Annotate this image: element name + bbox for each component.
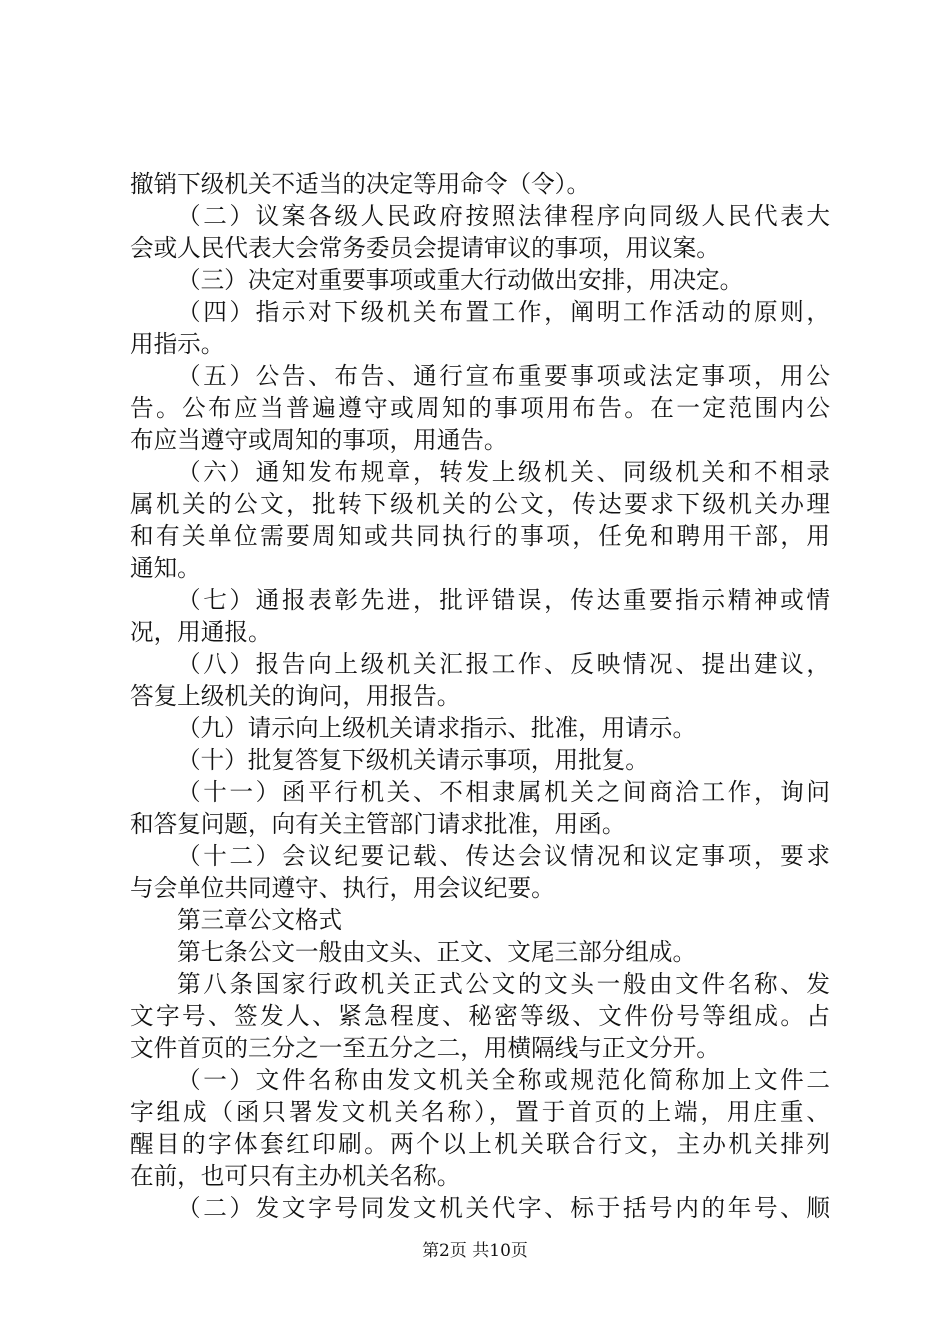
text-line: 字组成（函只署发文机关名称），置于首页的上端，用庄重、 — [130, 1098, 830, 1126]
document-body — [130, 168, 830, 1224]
text-line: 答复上级机关的询问，用报告。 — [130, 682, 461, 710]
text-line: 文字号、签发人、紧急程度、秘密等级、文件份号等组成。占 — [130, 1002, 830, 1030]
text-line: 第三章公文格式 — [177, 906, 343, 934]
text-line: 属机关的公文，批转下级机关的公文，传达要求下级机关办理 — [130, 490, 830, 518]
text-line: 在前，也可只有主办机关名称。 — [130, 1162, 461, 1190]
text-line: （十）批复答复下级机关请示事项，用批复。 — [177, 746, 649, 774]
text-line: 通知。 — [130, 554, 201, 582]
text-line: （九）请示向上级机关请求指示、批准，用请示。 — [177, 714, 697, 742]
text-line: （八）报告向上级机关汇报工作、反映情况、提出建议， — [177, 650, 830, 678]
text-line: （三）决定对重要事项或重大行动做出安排，用决定。 — [177, 266, 744, 294]
text-line: （七）通报表彰先进，批评错误，传达重要指示精神或情 — [177, 586, 830, 614]
text-line: （五）公告、布告、通行宣布重要事项或法定事项，用公 — [177, 362, 830, 390]
text-line: 和答复问题，向有关主管部门请求批准，用函。 — [130, 810, 626, 838]
text-line: （十一）函平行机关、不相隶属机关之间商洽工作，询问 — [177, 778, 830, 806]
text-line: （一）文件名称由发文机关全称或规范化简称加上文件二 — [177, 1066, 830, 1094]
text-line: 第七条公文一般由文头、正文、文尾三部分组成。 — [177, 938, 697, 966]
text-line: （十二）会议纪要记载、传达会议情况和议定事项，要求 — [177, 842, 830, 870]
text-line: 会或人民代表大会常务委员会提请审议的事项，用议案。 — [130, 234, 720, 262]
text-line: 用指示。 — [130, 330, 225, 358]
text-line: （六）通知发布规章，转发上级机关、同级机关和不相录 — [177, 458, 830, 486]
text-line: （二）发文字号同发文机关代字、标于括号内的年号、顺 — [177, 1194, 830, 1222]
text-line: 文件首页的三分之一至五分之二，用横隔线与正文分开。 — [130, 1034, 720, 1062]
text-line: 与会单位共同遵守、执行，用会议纪要。 — [130, 874, 555, 902]
text-line: 醒目的字体套红印刷。两个以上机关联合行文，主办机关排列 — [130, 1130, 830, 1158]
page-footer: 第2页 共10页 — [422, 1241, 528, 1261]
text-line: 撤销下级机关不适当的决定等用命令（令）。 — [130, 170, 591, 198]
text-line: （四）指示对下级机关布置工作，阐明工作活动的原则， — [177, 298, 830, 326]
text-line: 第八条国家行政机关正式公文的文头一般由文件名称、发 — [177, 970, 830, 998]
text-line: 和有关单位需要周知或共同执行的事项，任免和聘用干部，用 — [130, 522, 830, 550]
text-line: 告。公布应当普遍遵守或周知的事项用布告。在一定范围内公 — [130, 394, 830, 422]
text-line: （二）议案各级人民政府按照法律程序向同级人民代表大 — [177, 202, 830, 230]
text-line: 况，用通报。 — [130, 618, 272, 646]
text-line: 布应当遵守或周知的事项，用通告。 — [130, 426, 508, 454]
